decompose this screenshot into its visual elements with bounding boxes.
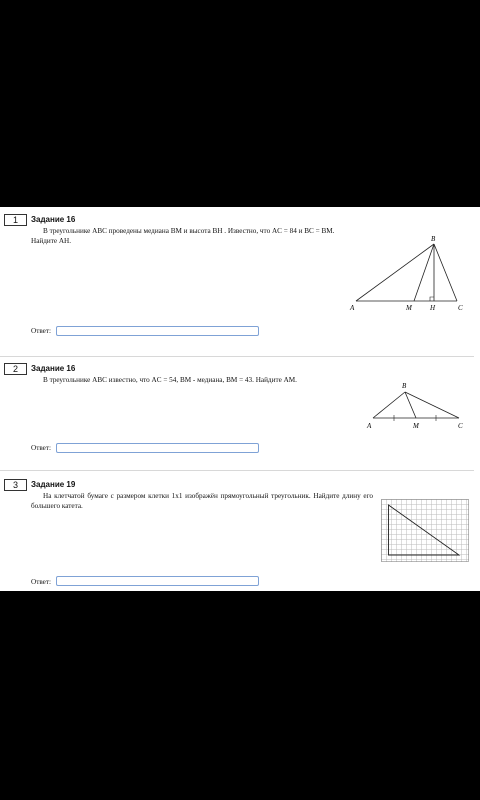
grid-figure	[381, 499, 469, 562]
triangle-figure-2	[364, 380, 468, 430]
divider	[0, 470, 474, 471]
answer-input[interactable]	[56, 326, 259, 336]
answer-label: Ответ:	[31, 578, 52, 586]
vertex-label-c: C	[458, 304, 463, 312]
vertex-label-a: A	[367, 422, 372, 430]
answer-label: Ответ:	[31, 444, 52, 452]
triangle-figure-1	[344, 232, 470, 314]
vertex-label-a: A	[350, 304, 355, 312]
vertex-label-b: B	[431, 235, 436, 243]
answer-label: Ответ:	[31, 327, 52, 335]
worksheet	[0, 207, 480, 591]
vertex-label-m: M	[406, 304, 412, 312]
task-number-badge: 2	[4, 363, 27, 375]
task-number-badge: 1	[4, 214, 27, 226]
vertex-label-m: M	[413, 422, 419, 430]
task-number-badge: 3	[4, 479, 27, 491]
answer-input[interactable]	[56, 576, 259, 586]
task-title: Задание 16	[31, 215, 76, 224]
vertex-label-h: H	[430, 304, 436, 312]
divider	[0, 356, 474, 357]
task-title: Задание 16	[31, 364, 76, 373]
task-text: В треугольнике ABC известно, что AC = 54, BM - медиана, BM = 43. Найдите AM.	[43, 376, 297, 384]
answer-input[interactable]	[56, 443, 259, 453]
vertex-label-b: B	[402, 382, 407, 390]
task-text: На клетчатой бумаге с размером клетки 1x1 изображён прямоугольный треугольник. Найдите длину его большего катета.	[31, 492, 373, 510]
task-text: В треугольнике ABC проведены медиана BM и высота BH . Известно, что AC = 84 и BC = BM. Найдите AH.	[31, 227, 335, 245]
vertex-label-c: C	[458, 422, 463, 430]
task-title: Задание 19	[31, 480, 76, 489]
